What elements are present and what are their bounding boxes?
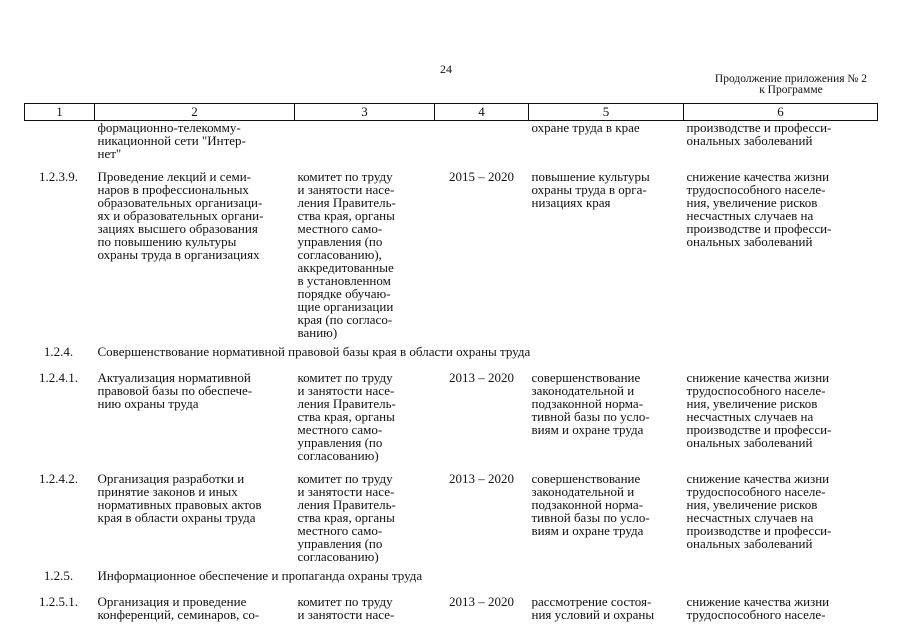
header-col-3: 3 [295, 104, 435, 121]
section-row [25, 339, 878, 361]
cell-result: повышение культуры охраны труда в орга- низациях края [531, 169, 650, 210]
cell-consequence: снижение качества жизни трудоспособного населе- [686, 594, 830, 622]
cell-consequence: снижение качества жизни трудоспособного населе- ния, увеличение рисков несчастных случаев на производстве и професси- ональных заболеваний [686, 471, 832, 551]
cell-period: 2015 – 2020 [449, 169, 514, 184]
appendix-line-2: к Программе [759, 84, 823, 96]
cell-executor: комитет по труду и занятости насе- ления Правитель- ства края, органы местного само- управления (по согласованию) [297, 370, 396, 463]
cell-result: рассмотрение состоя- ния условий и охраны [531, 594, 655, 622]
cell-executor: комитет по труду и занятости насе- [297, 594, 395, 622]
table-row [25, 585, 878, 621]
cell-event: Актуализация нормативной правовой базы по обеспече- нию охраны труда [97, 370, 253, 411]
header-col-5: 5 [529, 104, 684, 121]
cell-executor: комитет по труду и занятости насе- ления Правитель- ства края, органы местного само- управления (по согласованию), аккредитованные в установленном порядке обучаю- щие организации края (по согласо- ванию) [297, 169, 396, 340]
cell-result: совершенствование законодательной и подзаконной норма- тивной базы по усло- виям и охране труда [531, 370, 650, 437]
cell-event: Организация и проведение конференций, семинаров, со- [97, 594, 260, 622]
cell-number: 1.2.3.9. [39, 169, 78, 184]
section-number: 1.2.4. [43, 344, 74, 359]
cell-event: Проведение лекций и семи- наров в профессиональных образовательных организаци- ях и образовательных органи- зациях высшего образования по повышению культуры охраны труда в организациях [97, 169, 264, 262]
cell-number: 1.2.4.1. [39, 370, 78, 385]
table-row [25, 361, 878, 462]
cell-consequence: производстве и професси- ональных заболеваний [686, 120, 832, 148]
header-col-2: 2 [95, 104, 295, 121]
cell-number: 1.2.5.1. [39, 594, 78, 609]
table-body [25, 121, 878, 622]
cell-consequence: снижение качества жизни трудоспособного населе- ния, увеличение рисков несчастных случаев на производстве и професси- ональных заболеваний [686, 370, 832, 450]
header-col-1: 1 [25, 104, 95, 121]
header-col-6: 6 [684, 104, 878, 121]
section-title: Совершенствование нормативной правовой базы края в области охраны труда [97, 344, 531, 359]
appendix-note [715, 74, 867, 96]
table-header-row [25, 104, 878, 121]
cell-period: 2013 – 2020 [449, 370, 514, 385]
cell-event: Организация разработки и принятие законов и иных нормативных правовых актов края в области охраны труда [97, 471, 262, 525]
appendix-line-1: Продолжение приложения № 2 [714, 73, 867, 85]
section-row [25, 563, 878, 585]
table-row [25, 121, 878, 161]
cell-period [435, 121, 529, 161]
cell-result: совершенствование законодательной и подзаконной норма- тивной базы по усло- виям и охране труда [531, 471, 650, 538]
cell-result: охране труда в крае [531, 120, 640, 135]
cell-consequence: снижение качества жизни трудоспособного населе- ния, увеличение рисков несчастных случаев на производстве и професси- ональных заболеваний [686, 169, 832, 249]
section-title: Информационное обеспечение и пропаганда охраны труда [97, 568, 423, 583]
cell-period: 2013 – 2020 [449, 594, 514, 609]
table-row [25, 160, 878, 339]
cell-number [25, 121, 95, 161]
page-number: 24 [440, 62, 452, 76]
cell-period: 2013 – 2020 [449, 471, 514, 486]
cell-event: формационно-телекомму- никационной сети "Интер- нет" [97, 120, 246, 161]
program-table [24, 103, 878, 621]
table-row [25, 462, 878, 563]
section-number: 1.2.5. [43, 568, 74, 583]
cell-number: 1.2.4.2. [39, 471, 78, 486]
cell-executor [295, 121, 435, 161]
header-col-4: 4 [435, 104, 529, 121]
cell-executor: комитет по труду и занятости насе- ления Правитель- ства края, органы местного само- управления (по согласованию) [297, 471, 396, 564]
